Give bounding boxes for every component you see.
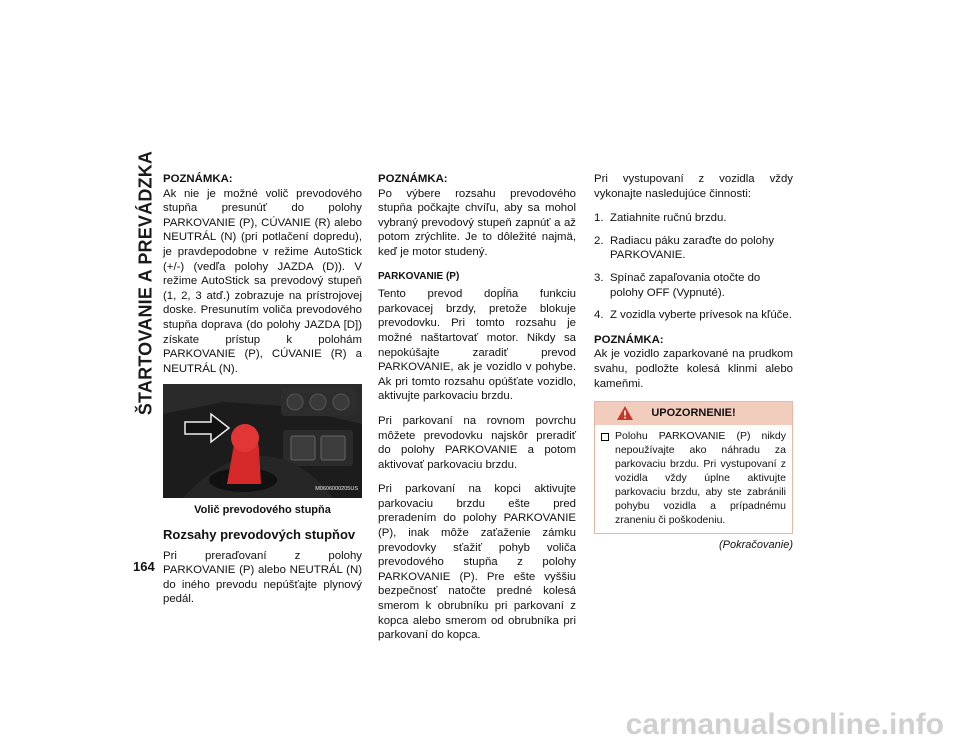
- exit-intro: Pri vystupovaní z vozidla vždy vykonajte nasledujúce činnosti:: [594, 173, 793, 200]
- checkbox-bullet-icon: [601, 433, 609, 441]
- list-item: 1. Zatiahnite ručnú brzdu.: [594, 212, 727, 225]
- warning-title: UPOZORNENIE!: [651, 407, 736, 420]
- page-number: 164: [133, 559, 155, 574]
- warning-text: Polohu PARKOVANIE (P) nikdy nepoužívajte ako náhradu za parkovaciu brzdu. Pri vystupovaní z vozidla vždy úplne aktivujte parkovaciu brzdu, aby ste zabránili pohybu vozidla a prípadnému zraneniu či poškodeniu.: [615, 430, 786, 527]
- gear-selector-image: [163, 384, 362, 498]
- park-subheading: PARKOVANIE (P): [378, 270, 460, 282]
- continued-label: (Pokračovanie): [719, 539, 793, 552]
- image-code: M0606000205US: [315, 485, 358, 492]
- list-item: 3. Spínač zapaľovania otočte do polohy OFF (Vypnuté).: [594, 271, 761, 299]
- column-2: [378, 172, 576, 643]
- note-text: Ak je vozidlo zaparkované na prudkom svahu, podložte kolesá klinmi alebo kameňmi.: [594, 348, 793, 390]
- sidebar-title-text: ŠTARTOVANIE A PREVÁDZKA: [135, 150, 155, 416]
- warning-triangle-icon: [617, 406, 633, 420]
- note-text: Ak nie je možné volič prevodového stupňa presunúť do polohy PARKOVANIE (P), CÚVANIE (R) alebo NEUTRÁL (N) (pri potlačení dopredu), je pravdepodobne v režime AutoStick (+/-) (vedľa polohy JAZDA (D)). V režime AutoStick sa prevodový stupeň (1, 2, 3 atď.) zobrazuje na prístrojovej doske. Presunutím voliča prevodového stupňa doprava (do polohy JAZDA [D]) získate prístup k polohám PARKOVANIE (P), CÚVANIE (R) a NEUTRÁL (N).: [163, 187, 362, 375]
- note-heading: POZNÁMKA:: [378, 173, 448, 185]
- section-title: Rozsahy prevodových stupňov: [163, 526, 356, 542]
- note-heading: POZNÁMKA:: [163, 173, 233, 185]
- note-text: Po výbere rozsahu prevodového stupňa počkajte chvíľu, aby sa mohol vybraný prevodový stupeň zapnúť a až potom zrýchlite. Je to dôležité najmä, keď je motor studený.: [378, 187, 576, 258]
- warning-box: [594, 401, 793, 534]
- figure-caption: Volič prevodového stupňa: [194, 504, 331, 517]
- list-item: 4. Z vozidla vyberte prívesok na kľúče.: [594, 309, 792, 322]
- exit-steps-list: [594, 211, 793, 323]
- watermark: carmanualsonline.info: [625, 708, 944, 741]
- park-paragraph-2: Pri parkovaní na rovnom povrchu môžete prevodovku najskôr preradiť do polohy PARKOVANIE a potom aktivovať parkovaciu brzdu.: [378, 414, 576, 471]
- warning-header: [595, 402, 792, 425]
- section-text: Pri preraďovaní z polohy PARKOVANIE (P) alebo NEUTRÁL (N) do iného prevodu nepúšťajte plynový pedál.: [163, 549, 362, 606]
- column-1: [163, 172, 362, 607]
- note-heading: POZNÁMKA:: [594, 333, 664, 346]
- warning-body: [595, 425, 792, 533]
- sidebar-title: [133, 150, 158, 416]
- list-item: 2. Radiacu páku zaraďte do polohy PARKOVANIE.: [594, 234, 775, 262]
- park-paragraph-1: Tento prevod dopĺňa funkciu parkovacej brzdy, pretože blokuje prevodovku. Pri tomto rozsahu je možné naštartovať motor. Nikdy sa nepokúšajte zaradiť prevod PARKOVANIE, ak je vozidlo v pohybe. Ak pri tomto rozsahu opúšťate vozidlo, aktivujte parkovaciu brzdu.: [378, 288, 576, 403]
- column-3: [594, 172, 793, 553]
- park-paragraph-3: Pri parkovaní na kopci aktivujte parkovaciu brzdu ešte pred preradením do polohy PARKOVANIE (P), inak môže zaťaženie zámku prevodovky sťažiť pohyb voliča prevodového stupňa z polohy PARKOVANIE (P). Pre ešte vyššiu bezpečnosť natočte predné kolesá smerom k obrubníku pri parkovaní z kopca alebo smerom od obrubníka pri parkovaní do kopca.: [378, 483, 576, 642]
